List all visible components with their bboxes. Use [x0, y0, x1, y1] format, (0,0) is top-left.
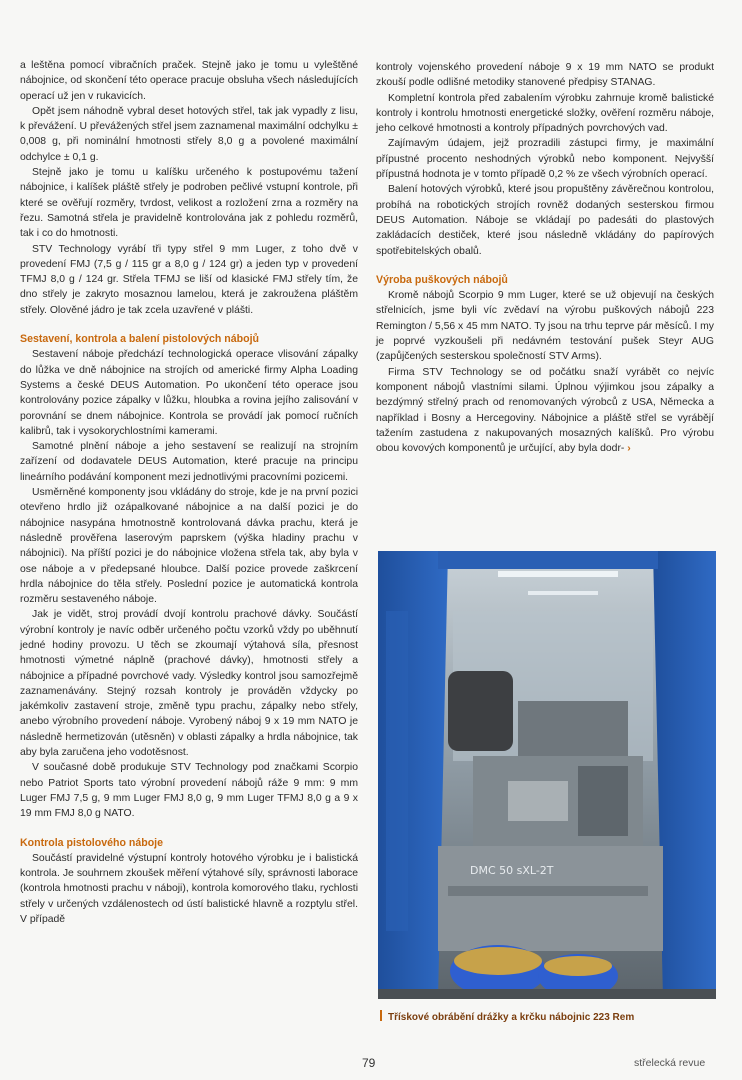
paragraph-text: Firma STV Technology se od počátku snaží vyrábět co nejvíc komponent nábojů vlastními silami. Úplnou výjimkou jsou zápalky a bezdýmný střelný prach od renomovaných výrobců z USA, Německa a například i Bosny a Hercegoviny. Nábojnice a pláště střel se vyrábějí tažením zastudena z nakupovaných mosazných kalíšků. Pro výrobu obou kovových komponentů je určující, aby byla dodr- — [376, 366, 714, 455]
paragraph: Balení hotových výrobků, které jsou propuštěny závěrečnou kontrolou, probíhá na robotických strojích rovněž dodaných sesterskou firmou DEUS Automation. Náboje se vkládají po padesáti do plastových zakládacích destiček, které jsou následně vkládány do papírových spotřebitelských obalů. — [376, 184, 714, 257]
continue-arrow-icon: › — [627, 443, 631, 455]
machine-label: DMC 50 sXL-2T — [470, 864, 554, 877]
paragraph: V současné době produkuje STV Technology pod značkami Scorpio nebo Patriot Sports tato výrobní provedení nábojů ráže 9 mm: 9 mm Luger FMJ 7,5 g, 9 mm Luger FMJ 8,0 g, 9 mm Luger TFMJ 8,0 g a 9 x 19 mm FMJ 8,0 g NATO. — [20, 762, 358, 820]
paragraph — [376, 365, 714, 457]
machine-photo — [378, 551, 716, 999]
caption-bar — [380, 1010, 382, 1021]
journal-name: střelecká revue — [634, 1057, 706, 1069]
page-number: 79 — [362, 1056, 376, 1070]
paragraph: kontroly vojenského provedení náboje 9 x 19 mm NATO se produkt zkouší podle odlišné metodiky stanovené předpisy STANAG. — [376, 62, 714, 89]
paragraph: STV Technology vyrábí tři typy střel 9 mm Luger, z toho dvě v provedení FMJ (7,5 g / 115 gr a 8,0 g / 124 gr) a jeden typ v provedení TFMJ 8,0 g / 124 gr. Střela TFMJ se liší od klasické FMJ střely tím, že dno střely je zakryto mosaznou lamelou, která je zakroužena pláštěm střely. Olověné jádro je tak zcela uzavřené v plášti. — [20, 243, 358, 316]
paragraph: Opět jsem náhodně vybral deset hotových střel, tak jak vypadly z lisu, k převážení. U převážených střel jsem zaznamenal maximální odchylku ± 0,008 g, při nominální hmotnosti střely 8,0 g a povolené maximální odchylce ± 0,1 g. — [20, 105, 358, 163]
left-column — [20, 58, 358, 927]
paragraph: Kromě nábojů Scorpio 9 mm Luger, které se už objevují na českých střelnicích, jsme byli víc zvědaví na výrobu puškových nábojů 223 Remington / 5,56 x 45 mm NATO. Ty jsou na trhu teprve pár měsíců. I my je poprvé vyzkoušeli při nedávném testování pušek Steyr AUG (zapůjčených sesterskou společností STV Arms). — [376, 290, 714, 363]
paragraph: Stejně jako je tomu u kalíšku určeného k postupovému tažení nábojnice, i kalíšek pláště střely je podroben pečlivé vstupní kontrole, při které se ověřují rozměry, tvrdost, velikost a rozložení zrna a rozměry na řezu. Samotná střela je pravidelně kontrolována jak z pohledu rozměrů, tak i co do hmotnosti. — [20, 167, 358, 240]
section-heading: Výroba puškových nábojů — [376, 273, 508, 286]
paragraph: a leštěna pomocí vibračních praček. Stejně jako je tomu u vyleštěné nábojnice, od skončení této operace pracuje obsluha všech následujících operací už jen v rukavicích. — [20, 60, 358, 102]
paragraph: Zajímavým údajem, jejž prozradili zástupci firmy, je maximální přípustné procento neshodných výrobků nebo komponent. Nejvyšší přípustná hodnota je v tomto případě 0,2 % ze všech výrobních operací. — [376, 138, 714, 181]
right-column — [376, 60, 714, 456]
caption-text: Třískové obrábění drážky a krčku nábojnic 223 Rem — [388, 1012, 635, 1023]
paragraph: Kompletní kontrola před zabalením výrobku zahrnuje kromě balistické kontroly i kontrolu hmotnosti energetické složky, ověření rozměru náboje, jeho celkové hmotnosti a kontroly případných povrchových vad. — [376, 92, 714, 135]
paragraph: Sestavení náboje předchází technologická operace vlisování zápalky do lůžka ve dně nábojnice na strojích od americké firmy Alpha Loading Systems a české DEUS Automation. Po ukončení této operace jsou kontrolovány pozice zápalky v lůžku, hloubka a rovina jejího zalisování v porovnání se dnem nábojnice. Kontrola se provádí jak pomocí ručních kalibrů, tak i vysokorychlostními kamerami. — [20, 349, 358, 437]
section-heading: Sestavení, kontrola a balení pistolových nábojů — [20, 333, 260, 346]
section-heading: Kontrola pistolového náboje — [20, 836, 164, 849]
photo-caption — [380, 1010, 710, 1023]
paragraph: Jak je vidět, stroj provádí dvojí kontrolu prachové dávky. Součástí výrobní kontroly je navíc odběr určeného počtu vzorků vždy po uběhnutí jedné hodiny provozu. U těch se zkoumají výtahová síla, přesnost hmotnosti výmetné náplně (prachové dávky), hmotnosti střely a nábojnice a případné povrchové vady. Výsledky kontrol jsou samozřejmě zaznamenávány. Stejný rozsah kontroly je prováděn vždycky po jakémkoliv zastavení stroje, změně typu prachu, zápalky nebo střely, anebo výrobního provedení náboje. Vyrobený náboj 9 x 19 mm NATO je následně hermetizován (utěsněn) v oblasti zápalky a hrdla nábojnice, tak aby byla zaručena jeho vodotěsnost. — [20, 609, 358, 759]
paragraph: Usměrněné komponenty jsou vkládány do stroje, kde je na první pozici otevřeno hrdlo již ozápalkované nábojnice a na další pozici je do nábojnice nasypána hmotnostně kontrolovaná dávka prachu, která je následně prověřena laserovým paprskem (výška hladiny prachu v nábojnici). Na příští pozici je do nábojnice vložena střela tak, aby byla v ose náboje a v předepsané hloubce. Další pozice provede zaškrcení hrdla nábojnice do těla střely. Poslední pozice je automatická kontrola rozměru sestaveného náboje. — [20, 487, 358, 606]
machine-illustration — [378, 551, 716, 999]
paragraph: Součástí pravidelné výstupní kontroly hotového výrobku je i balistická kontrola. Je souhrnem zkoušek měření výtahové síly, správnosti laborace (kontrola hmotnosti prachu v náboji), kontrola komorového tlaku, rychlosti střely v určených vzdálenostech od ústí balistické hlavně a rozptylu střel. V případě — [20, 852, 358, 926]
paragraph: Samotné plnění náboje a jeho sestavení se realizují na strojním zařízení od dodavatele DEUS Automation, které pracuje na principu lineárního podávání komponent mezi jednotlivými pracovními pozicemi. — [20, 441, 358, 483]
